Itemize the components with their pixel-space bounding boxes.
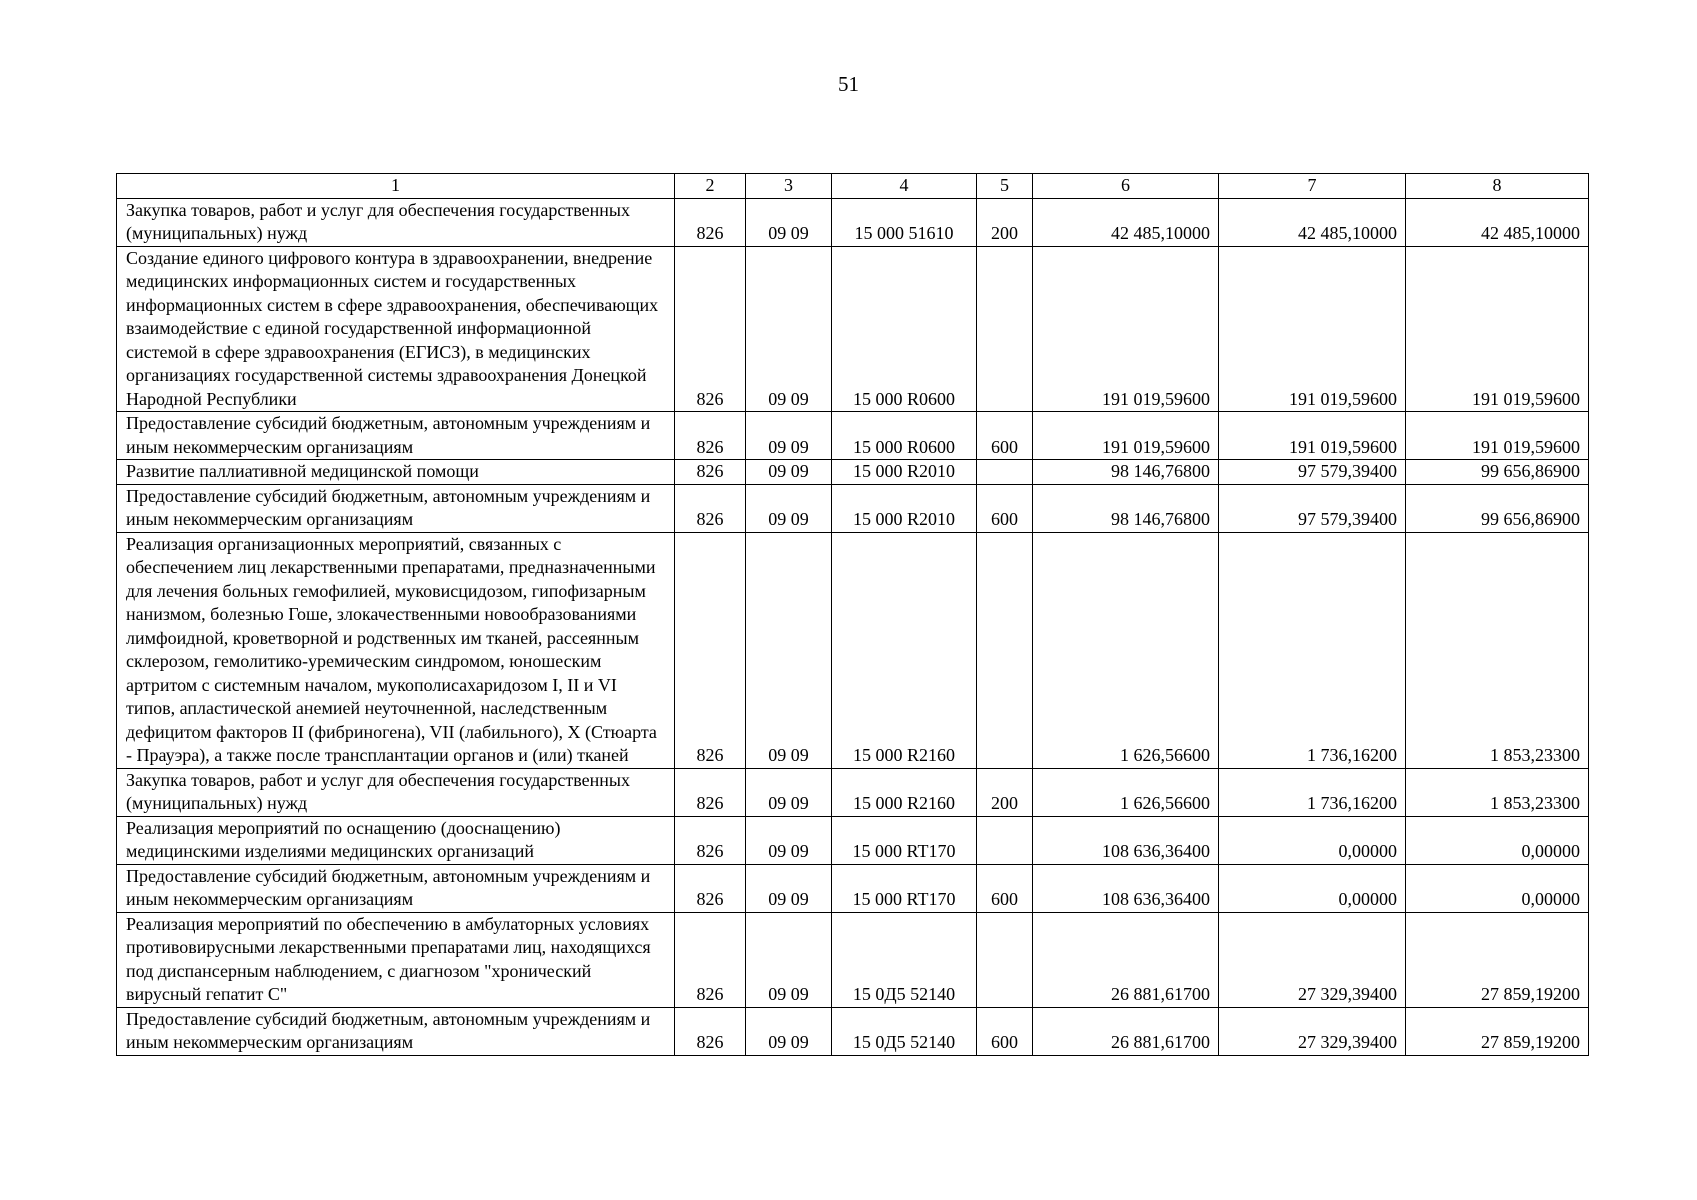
expense-type-code: 600 (977, 412, 1033, 460)
section-code: 09 09 (746, 412, 832, 460)
amount-year-3: 0,00000 (1406, 816, 1589, 864)
target-article-code: 15 000 R0600 (832, 412, 977, 460)
amount-year-1: 1 626,56600 (1033, 532, 1219, 768)
budget-table (116, 173, 1589, 1056)
target-article-code: 15 000 51610 (832, 198, 977, 246)
column-header-8: 8 (1406, 174, 1589, 199)
expense-type-code: 200 (977, 198, 1033, 246)
amount-year-2: 42 485,10000 (1219, 198, 1406, 246)
expense-name: Реализация мероприятий по обеспечению в амбулаторных условиях противовирусными лекарственными препаратами лиц, находящихся под диспансерным наблюдением, с диагнозом "хронический вирусный гепатит С" (117, 912, 675, 1007)
admin-code: 826 (675, 460, 746, 485)
amount-year-2: 27 329,39400 (1219, 1007, 1406, 1055)
table-row (117, 412, 1589, 460)
admin-code: 826 (675, 864, 746, 912)
admin-code: 826 (675, 1007, 746, 1055)
expense-name: Создание единого цифрового контура в здравоохранении, внедрение медицинских информационных систем и государственных информационных систем в сфере здравоохранения, обеспечивающих взаимодействие с единой государственной информационной системой в сфере здравоохранения (ЕГИСЗ), в медицинских организациях государственной системы здравоохранения Донецкой Народной Республики (117, 246, 675, 412)
expense-type-code: 600 (977, 864, 1033, 912)
column-header-4: 4 (832, 174, 977, 199)
amount-year-1: 26 881,61700 (1033, 912, 1219, 1007)
table-row (117, 246, 1589, 412)
amount-year-3: 1 853,23300 (1406, 532, 1589, 768)
amount-year-3: 27 859,19200 (1406, 912, 1589, 1007)
admin-code: 826 (675, 484, 746, 532)
amount-year-2: 0,00000 (1219, 864, 1406, 912)
section-code: 09 09 (746, 246, 832, 412)
amount-year-3: 0,00000 (1406, 864, 1589, 912)
expense-name: Предоставление субсидий бюджетным, автономным учреждениям и иным некоммерческим организациям (117, 484, 675, 532)
amount-year-1: 108 636,36400 (1033, 864, 1219, 912)
table-row (117, 1007, 1589, 1055)
expense-type-code: 200 (977, 768, 1033, 816)
column-header-2: 2 (675, 174, 746, 199)
expense-name: Предоставление субсидий бюджетным, автономным учреждениям и иным некоммерческим организациям (117, 864, 675, 912)
section-code: 09 09 (746, 484, 832, 532)
target-article-code: 15 000 RT170 (832, 816, 977, 864)
target-article-code: 15 000 R2160 (832, 532, 977, 768)
admin-code: 826 (675, 532, 746, 768)
section-code: 09 09 (746, 912, 832, 1007)
section-code: 09 09 (746, 864, 832, 912)
column-header-3: 3 (746, 174, 832, 199)
table-row (117, 460, 1589, 485)
amount-year-1: 98 146,76800 (1033, 460, 1219, 485)
target-article-code: 15 000 R0600 (832, 246, 977, 412)
column-header-5: 5 (977, 174, 1033, 199)
section-code: 09 09 (746, 460, 832, 485)
amount-year-3: 42 485,10000 (1406, 198, 1589, 246)
expense-type-code (977, 532, 1033, 768)
table-row (117, 768, 1589, 816)
expense-name: Реализация организационных мероприятий, связанных с обеспечением лиц лекарственными препаратами, предназначенными для лечения больных гемофилией, муковисцидозом, гипофизарным нанизмом, болезнью Гоше, злокачественными новообразованиями лимфоидной, кроветворной и родственных им тканей, рассеянным склерозом, гемолитико-уремическим синдромом, юношеским артритом с системным началом, мукополисахаридозом I, II и VI типов, апластической анемией неуточненной, наследственным дефицитом факторов II (фибриногена), VII (лабильного), X (Стюарта - Прауэра), а также после трансплантации органов и (или) тканей (117, 532, 675, 768)
section-code: 09 09 (746, 816, 832, 864)
expense-name: Развитие паллиативной медицинской помощи (117, 460, 675, 485)
expense-name: Закупка товаров, работ и услуг для обеспечения государственных (муниципальных) нужд (117, 198, 675, 246)
target-article-code: 15 000 R2010 (832, 484, 977, 532)
amount-year-3: 191 019,59600 (1406, 412, 1589, 460)
admin-code: 826 (675, 246, 746, 412)
amount-year-3: 1 853,23300 (1406, 768, 1589, 816)
column-number-row (117, 174, 1589, 199)
expense-type-code (977, 912, 1033, 1007)
amount-year-1: 26 881,61700 (1033, 1007, 1219, 1055)
expense-type-code (977, 460, 1033, 485)
amount-year-2: 97 579,39400 (1219, 460, 1406, 485)
amount-year-1: 98 146,76800 (1033, 484, 1219, 532)
amount-year-2: 191 019,59600 (1219, 412, 1406, 460)
amount-year-2: 97 579,39400 (1219, 484, 1406, 532)
table-row (117, 816, 1589, 864)
amount-year-1: 1 626,56600 (1033, 768, 1219, 816)
amount-year-3: 27 859,19200 (1406, 1007, 1589, 1055)
expense-name: Предоставление субсидий бюджетным, автономным учреждениям и иным некоммерческим организациям (117, 412, 675, 460)
target-article-code: 15 0Д5 52140 (832, 1007, 977, 1055)
table-row (117, 864, 1589, 912)
target-article-code: 15 000 R2160 (832, 768, 977, 816)
amount-year-2: 27 329,39400 (1219, 912, 1406, 1007)
amount-year-1: 108 636,36400 (1033, 816, 1219, 864)
admin-code: 826 (675, 816, 746, 864)
admin-code: 826 (675, 768, 746, 816)
admin-code: 826 (675, 912, 746, 1007)
amount-year-2: 1 736,16200 (1219, 532, 1406, 768)
section-code: 09 09 (746, 198, 832, 246)
amount-year-3: 191 019,59600 (1406, 246, 1589, 412)
expense-name: Предоставление субсидий бюджетным, автономным учреждениям и иным некоммерческим организациям (117, 1007, 675, 1055)
page-number: 51 (838, 72, 859, 96)
admin-code: 826 (675, 198, 746, 246)
amount-year-2: 1 736,16200 (1219, 768, 1406, 816)
column-header-6: 6 (1033, 174, 1219, 199)
section-code: 09 09 (746, 1007, 832, 1055)
target-article-code: 15 000 RT170 (832, 864, 977, 912)
target-article-code: 15 000 R2010 (832, 460, 977, 485)
amount-year-1: 191 019,59600 (1033, 246, 1219, 412)
target-article-code: 15 0Д5 52140 (832, 912, 977, 1007)
section-code: 09 09 (746, 768, 832, 816)
amount-year-1: 42 485,10000 (1033, 198, 1219, 246)
section-code: 09 09 (746, 532, 832, 768)
amount-year-3: 99 656,86900 (1406, 460, 1589, 485)
expense-type-code: 600 (977, 1007, 1033, 1055)
amount-year-2: 0,00000 (1219, 816, 1406, 864)
column-header-1: 1 (117, 174, 675, 199)
expense-type-code (977, 816, 1033, 864)
table-row (117, 198, 1589, 246)
column-header-7: 7 (1219, 174, 1406, 199)
admin-code: 826 (675, 412, 746, 460)
amount-year-3: 99 656,86900 (1406, 484, 1589, 532)
expense-type-code (977, 246, 1033, 412)
table-row (117, 484, 1589, 532)
table-row (117, 532, 1589, 768)
amount-year-1: 191 019,59600 (1033, 412, 1219, 460)
table-row (117, 912, 1589, 1007)
expense-name: Закупка товаров, работ и услуг для обеспечения государственных (муниципальных) нужд (117, 768, 675, 816)
expense-type-code: 600 (977, 484, 1033, 532)
amount-year-2: 191 019,59600 (1219, 246, 1406, 412)
expense-name: Реализация мероприятий по оснащению (дооснащению) медицинскими изделиями медицинских организаций (117, 816, 675, 864)
